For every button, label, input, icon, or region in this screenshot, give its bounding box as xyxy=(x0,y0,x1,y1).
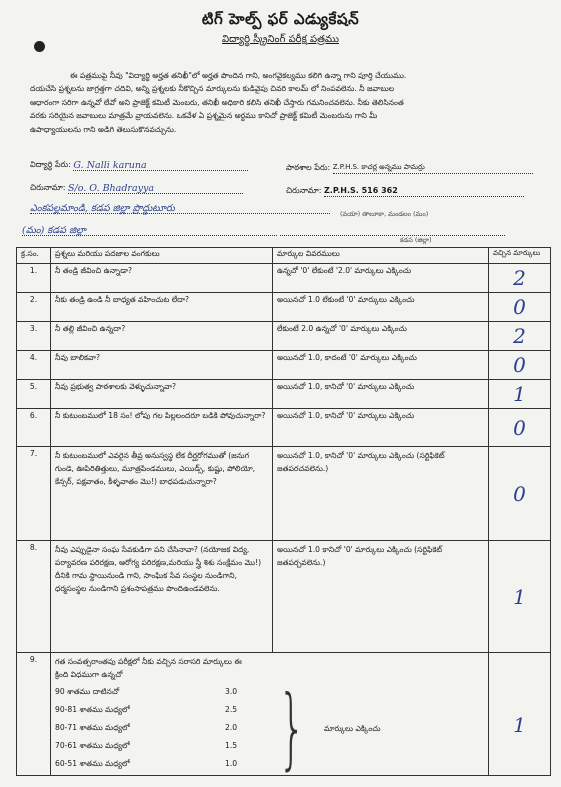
address-label: చిరునామా xyxy=(286,186,319,195)
student-name-label: విద్యార్థి పేరు xyxy=(30,160,69,169)
row-score: 0 xyxy=(489,351,551,380)
form-subtitle: విద్యార్థి స్క్రీనింగ్ పరీక్ష పత్రము xyxy=(222,34,339,45)
row-question: గత సంవత్సరాంతపు పరీక్షలో నీకు వచ్చిన సరాసరి మార్కులు ఈ క్రింది విధముగా ఉన్నచో xyxy=(55,657,242,679)
intro-line: ఉపాధ్యాయులను గాని అడిగి తెలుసుకొనవచ్చును. xyxy=(30,124,177,134)
grade-label: 90 శాతము దాటినచో xyxy=(55,687,120,696)
school-name-label: పాఠశాల పేరు xyxy=(286,163,328,172)
row-marks-rule: ఉన్నచో '0' లేకుంటే '2.0' మార్కులు ఎక్కించు xyxy=(273,264,489,293)
table-row xyxy=(17,293,551,322)
table-row xyxy=(17,447,551,541)
grade-value: 2.0 xyxy=(225,723,238,732)
address-line2 xyxy=(30,203,330,214)
grade-brace: } xyxy=(278,676,306,779)
row-score: 0 xyxy=(489,293,551,322)
grade-label: 90-81 శాతము మధ్యలో xyxy=(55,705,130,714)
header-question: ప్రశ్నలు మరియు పదజాల వంగకులు xyxy=(51,248,273,264)
grade-item xyxy=(55,683,260,701)
row-marks-rule: అయినచో 1.0, కానిచో '0' మార్కులు ఎక్కించు xyxy=(273,380,489,409)
grade-value: 3.0 xyxy=(225,687,238,696)
grade-item xyxy=(55,701,260,719)
address-caption: (వయా) తాలూకా, మండలం (మం) xyxy=(340,210,429,218)
table-header-row xyxy=(17,248,551,264)
punch-hole xyxy=(34,41,45,52)
row-question: నీ తండ్రి జీవించి ఉన్నాడా? xyxy=(51,264,273,293)
row-marks-rule: అయినచో 1.0, కానిచో '0' మార్కులు ఎక్కించు (సర్టిఫికెట్ జతపరచవలెను.) xyxy=(273,447,489,541)
row-number: 6. xyxy=(17,409,51,447)
grades-cell xyxy=(51,653,489,779)
row-score: 2 xyxy=(489,322,551,351)
guardian-label: చిరునామా xyxy=(30,183,63,192)
form-title: టిగ్ హెల్ప్ ఫర్ ఎడ్యుకేషన్ xyxy=(201,10,360,28)
row-score: 0 xyxy=(489,447,551,541)
table-row xyxy=(17,653,551,776)
row-question: నీ తల్లి జీవించి ఉన్నదా? xyxy=(51,322,273,351)
student-name-row: విద్యార్థి పేరు: G. Nalli karuna xyxy=(30,160,248,171)
grade-block xyxy=(55,676,484,779)
row-number: 5. xyxy=(17,380,51,409)
grade-value: 2.5 xyxy=(225,705,238,714)
address-value: Z.P.H.S. 516 362 xyxy=(324,186,524,197)
table-row xyxy=(17,541,551,653)
grade-value: 1.5 xyxy=(225,741,238,750)
grade-item xyxy=(55,755,260,773)
row-score: 1 xyxy=(489,653,551,776)
school-name-value: Z.P.H.S. కాచర్ల అన్నము పామర్రు xyxy=(333,163,533,174)
row-question: నీవు బాలికవా? xyxy=(51,351,273,380)
header-marks-details: మార్కుల వివరములు xyxy=(273,248,489,264)
grade-item xyxy=(55,719,260,737)
row-score: 0 xyxy=(489,409,551,447)
row-number: 2. xyxy=(17,293,51,322)
student-name-value: G. Nalli karuna xyxy=(73,160,248,171)
row-marks-rule: లేకుంటే 2.0 ఉన్నచో '0' మార్కులు ఎక్కించు xyxy=(273,322,489,351)
row-marks-rule: అయినచో 1.0, కానిచో '0' మార్కులు ఎక్కించు xyxy=(273,409,489,447)
intro-line: ఆధారంగా సరిగా ఉన్నవో లేవో అని ప్రాజెక్ట్ కమిటీ మెంబరు, తనిఖీ అధికారి కలిసి తనిఖీ చేస్తారు గమనించవలెను. నీకు తెలిసినంత xyxy=(30,97,404,107)
row-marks-rule: అయినచో 1.0 కానిచో '0' మార్కులు ఎక్కించు (సర్టిఫికెట్ జతపర్చవలెను.) xyxy=(273,541,489,653)
grade-value: 1.0 xyxy=(225,759,238,768)
intro-paragraph xyxy=(30,69,554,136)
header-marks-obtained: వచ్చిన మార్కులు xyxy=(489,248,551,264)
row-question: నీ కుటుంబములో ఎవరైన తీవ్ర అనుస్వస్థ లేక దీర్ఘరోగముతో (జనుగ గుండె, ఊపిరితిత్తులు, మూత్రపిండములు, ఎయిడ్స్, కుష్టు, పోలియో, కేన్సర్, పక్షవాతం, కీళ్ళవాతం మొ!) బాధపడుచున్నారా? xyxy=(51,447,273,541)
address-row: చిరునామా: Z.P.H.S. 516 362 xyxy=(286,186,524,197)
row-question: నీ కుటుంబములో 18 సం! లోపు గల పిల్లలందరూ బడికి పోవుచున్నారా? xyxy=(51,409,273,447)
intro-line: వరకు సరియైన జవాబులు మాత్రమే వ్రాయవలెను. ఒకవేళ ఏ ప్రశ్నమైన అర్థము కానిచో ప్రాజెక్ట్ కమిటీ మెంబరును గాని మీ xyxy=(30,111,378,121)
row-marks-rule: అయినచో 1.0 లేకుంటే '0' మార్కులు ఎక్కించు xyxy=(273,293,489,322)
table-row xyxy=(17,322,551,351)
intro-line: ఈ పత్రముపై నీవు "విద్యార్థి అర్హత తనిఖీ"లో అర్హత పొందిన గాని, అంగవైకల్యము కలిగి ఉన్నా గాని పూర్తి చేయుము. xyxy=(70,71,407,80)
row-number: 9. xyxy=(17,653,51,776)
grade-item xyxy=(55,737,260,755)
row-question: నీకు తండ్రి ఉండి నీ బాధ్యత వహించుట లేదా? xyxy=(51,293,273,322)
row-score: 1 xyxy=(489,380,551,409)
grade-label: 60-51 శాతము మధ్యలో xyxy=(55,759,130,768)
grade-label: 70-61 శాతము మధ్యలో xyxy=(55,741,130,750)
screening-table xyxy=(16,247,551,779)
grade-label: 80-71 శాతము మధ్యలో xyxy=(55,723,130,732)
row-score: 1 xyxy=(489,541,551,653)
table-row xyxy=(17,380,551,409)
table-row xyxy=(17,351,551,380)
grade-list xyxy=(55,683,260,773)
row-question: నీవు ప్రభుత్వ పాఠశాలకు వెళ్ళుచున్నావా? xyxy=(51,380,273,409)
row-score: 2 xyxy=(489,264,551,293)
table-row xyxy=(17,264,551,293)
guardian-value: S/o. O. Bhadrayya xyxy=(68,183,243,194)
row-marks-rule: అయినచో 1.0, కాదంటే '0' మార్కులు ఎక్కించు xyxy=(273,351,489,380)
header-serial: క్ర.సం. xyxy=(17,248,51,264)
row-question: నీవు ఎప్పుడైనా సంఘ సేవకుడిగా పని చేసినావా? (నయోజక విద్య, పర్యావరణ పరిరక్షణ, ఆరోగ్య పరిరక్షణ,మరియు స్త్రీ శిశు సంక్షేమం మొ!) దీనికి గామ స్థాయినుండి గాని, సాంఘిక సేవ సంస్థల నుండిగాని, ధర్మసంస్థల నుండిగాని ప్రశంసాపత్రము పొందిఉండవలెను. xyxy=(51,541,273,653)
intro-line: దయచేసి ప్రశ్నలను జాగ్రత్తగా చదివి, అన్ని ప్రశ్నలకు నీకొచ్చిన మార్కులను కుడివైపు చివరి కాలమ్ లో నింపవలెను. నీ జవాబుల xyxy=(30,84,395,94)
address-line2-value: ఎంకపల్లమాండి, కడప జిల్లా ప్రొద్దుటూరు xyxy=(30,203,330,214)
school-name-row: పాఠశాల పేరు: Z.P.H.S. కాచర్ల అన్నము పామర్రు xyxy=(286,163,533,174)
address-line3 xyxy=(22,225,505,236)
row-number: 8. xyxy=(17,541,51,653)
guardian-row: చిరునామా: S/o. O. Bhadrayya xyxy=(30,183,243,194)
row-number: 3. xyxy=(17,322,51,351)
grades-note: మార్కులు ఎక్కించు xyxy=(324,723,381,733)
row-number: 4. xyxy=(17,351,51,380)
district-caption: కడప (జిల్లా) xyxy=(400,236,432,244)
row-number: 7. xyxy=(17,447,51,541)
row-number: 1. xyxy=(17,264,51,293)
address-line3-value: (మం) కడప జిల్లా xyxy=(22,225,277,236)
table-row xyxy=(17,409,551,447)
